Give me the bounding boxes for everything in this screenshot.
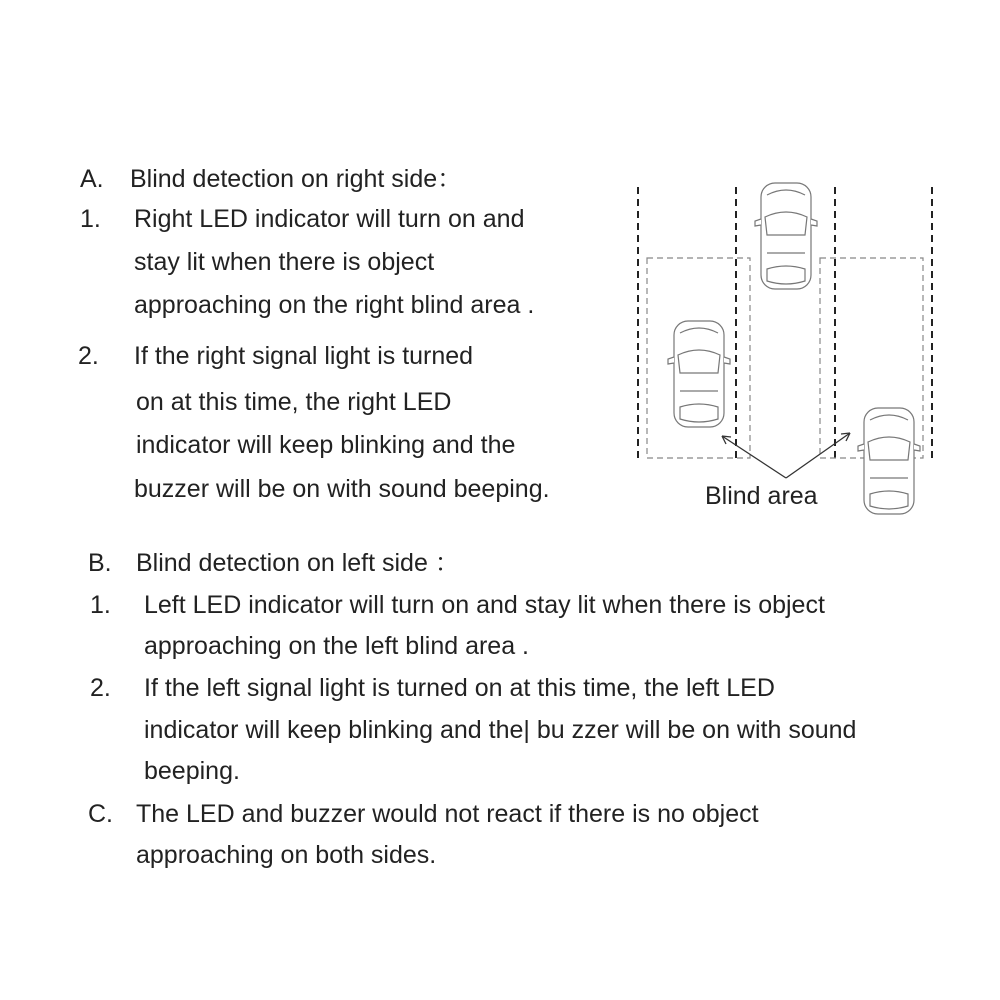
- text-line: approaching on the right blind area .: [134, 291, 535, 319]
- item-number: 1.: [80, 205, 101, 233]
- text-line: approaching on both sides.: [136, 841, 437, 869]
- arrow-icon: [722, 433, 850, 478]
- car-icon: [755, 183, 817, 289]
- item-number: 2.: [90, 674, 111, 702]
- text-line: indicator will keep blinking and the: [136, 431, 516, 459]
- section-b-title: Blind detection on left side ：: [136, 549, 460, 577]
- car-icon: [668, 321, 730, 427]
- text-line: approaching on the left blind area .: [144, 632, 529, 660]
- text-line: stay lit when there is object: [134, 248, 435, 276]
- text-line: If the left signal light is turned on at this time, the left LED: [144, 674, 775, 702]
- text-line: indicator will keep blinking and the| bu zzer will be on with sound: [144, 716, 857, 744]
- section-b-marker: B.: [88, 549, 112, 577]
- text-line: The LED and buzzer would not react if there is no object: [136, 800, 759, 828]
- section-a-title: Blind detection on right side：: [130, 165, 463, 193]
- text-line: If the right signal light is turned: [134, 342, 474, 370]
- text-line: beeping.: [144, 757, 240, 785]
- text-line: Left LED indicator will turn on and stay lit when there is object: [144, 591, 825, 619]
- section-a-marker: A.: [80, 165, 104, 193]
- text-line: Right LED indicator will turn on and: [134, 205, 525, 233]
- car-icon: [858, 408, 920, 514]
- text-line: buzzer will be on with sound beeping.: [134, 475, 550, 503]
- section-c-marker: C.: [88, 800, 113, 828]
- text-line: on at this time, the right LED: [136, 388, 452, 416]
- item-number: 1.: [90, 591, 111, 619]
- item-number: 2.: [78, 342, 99, 370]
- blind-area-label: Blind area: [705, 482, 818, 510]
